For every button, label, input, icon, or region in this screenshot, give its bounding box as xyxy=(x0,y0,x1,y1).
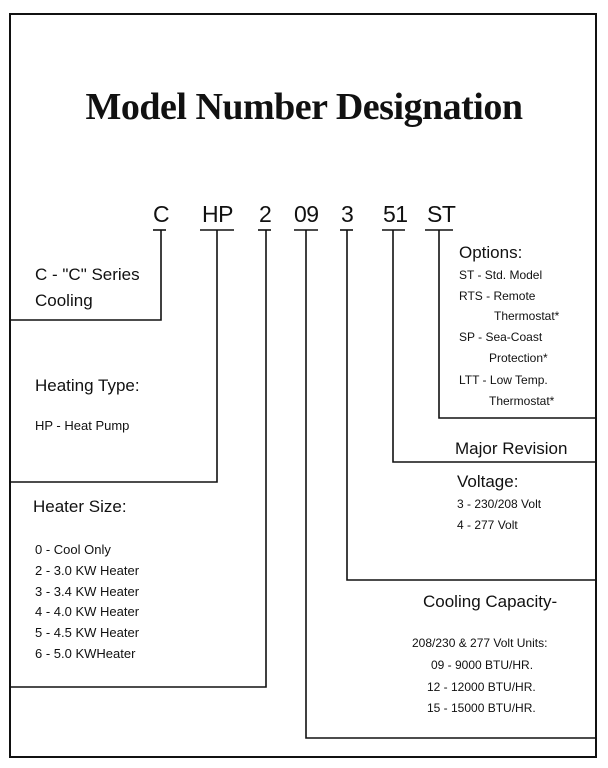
code-cooling-capacity: 09 xyxy=(294,201,319,227)
voltage-item: 4 - 277 Volt xyxy=(457,518,518,532)
heating-item: HP - Heat Pump xyxy=(35,418,130,433)
page-title: Model Number Designation xyxy=(85,86,523,128)
series-line-2: Cooling xyxy=(35,291,93,310)
options-line: Protection* xyxy=(489,351,548,365)
heater-item: 6 - 5.0 KWHeater xyxy=(35,646,136,661)
voltage-heading: Voltage: xyxy=(457,472,519,491)
voltage-item: 3 - 230/208 Volt xyxy=(457,497,542,511)
heater-item: 0 - Cool Only xyxy=(35,542,111,557)
options-line: Thermostat* xyxy=(494,309,560,323)
cooling-subheading: 208/230 & 277 Volt Units: xyxy=(412,636,548,650)
cooling-heading: Cooling Capacity- xyxy=(423,592,558,611)
options-heading: Options: xyxy=(459,243,523,262)
heater-item: 5 - 4.5 KW Heater xyxy=(35,625,140,640)
heater-item: 2 - 3.0 KW Heater xyxy=(35,563,140,578)
cooling-item: 15 - 15000 BTU/HR. xyxy=(427,701,536,715)
code-heating-type: HP xyxy=(202,201,233,227)
code-revision: 51 xyxy=(383,201,408,227)
cooling-item: 09 - 9000 BTU/HR. xyxy=(431,658,534,672)
code-options: ST xyxy=(427,201,456,227)
options-line: RTS - Remote xyxy=(459,289,536,303)
heater-heading: Heater Size: xyxy=(33,497,127,516)
code-heater-size: 2 xyxy=(259,201,272,227)
revision-heading: Major Revision xyxy=(455,439,568,458)
heating-heading: Heating Type: xyxy=(35,376,140,395)
options-line: ST - Std. Model xyxy=(459,268,543,282)
cooling-item: 12 - 12000 BTU/HR. xyxy=(427,680,536,694)
leader-revision xyxy=(393,230,597,462)
series-line-1: C - "C" Series xyxy=(35,265,140,284)
options-line: SP - Sea-Coast xyxy=(459,330,543,344)
heater-item: 4 - 4.0 KW Heater xyxy=(35,604,140,619)
options-line: Thermostat* xyxy=(489,394,555,408)
code-voltage: 3 xyxy=(341,201,354,227)
options-line: LTT - Low Temp. xyxy=(459,373,548,387)
heater-item: 3 - 3.4 KW Heater xyxy=(35,584,140,599)
code-series: C xyxy=(153,201,170,227)
